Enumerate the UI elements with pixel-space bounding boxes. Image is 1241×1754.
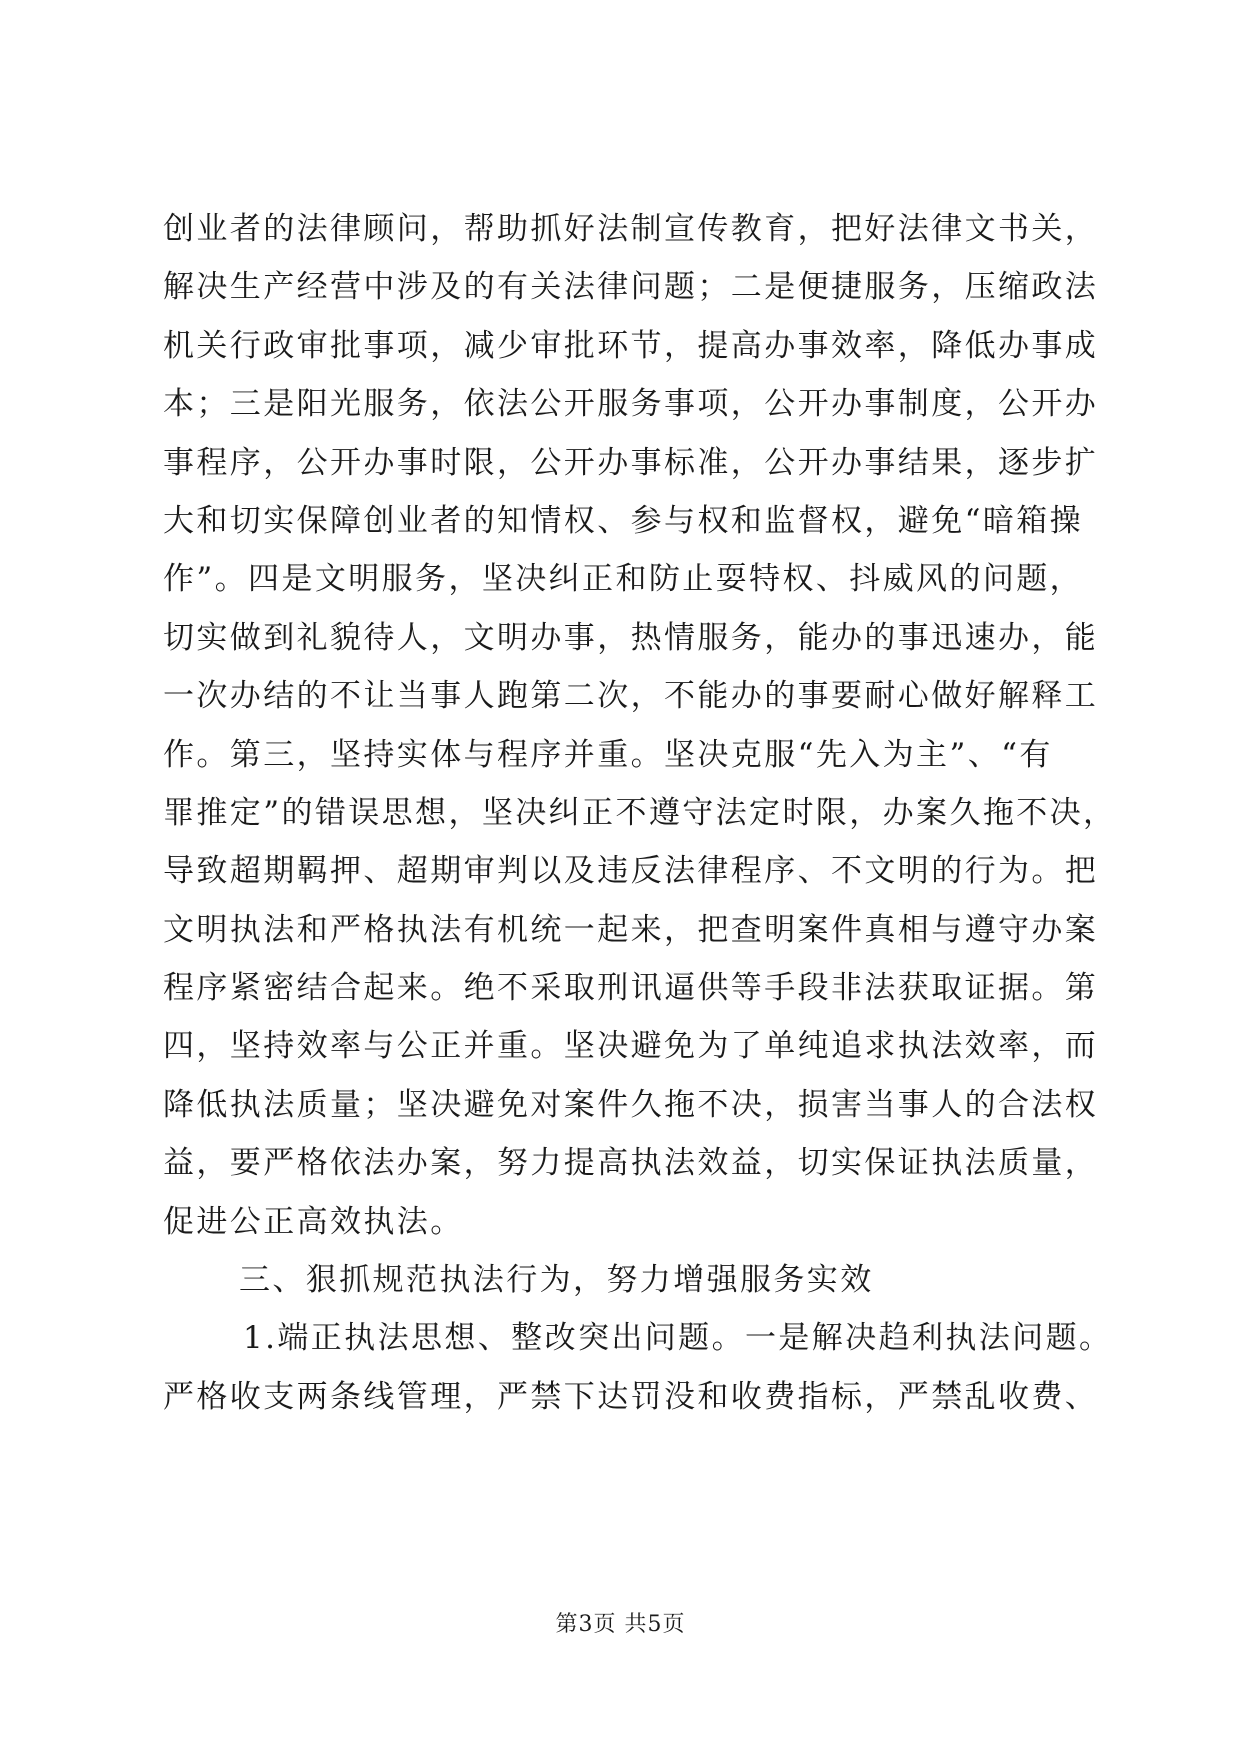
paragraph-line: 切实做到礼貌待人，文明办事，热情服务，能办的事迅速办，能 (163, 619, 1099, 656)
paragraph-line: 本；三是阳光服务，依法公开服务事项，公开办事制度，公开办 (163, 386, 1099, 423)
body-text (163, 200, 1117, 1426)
item-line: 严格收支两条线管理，严禁下达罚没和收费指标，严禁乱收费、 (163, 1378, 1099, 1415)
paragraph-line: 大和切实保障创业者的知情权、参与权和监督权，避免“暗箱操 (163, 502, 1084, 539)
paragraph-line: 罪推定”的错误思想，坚决纠正不遵守法定时限，办案久拖不决， (163, 794, 1117, 831)
paragraph-line: 导致超期羁押、超期审判以及违反法律程序、不文明的行为。把 (163, 853, 1099, 890)
paragraph-line: 作”。四是文明服务，坚决纠正和防止耍特权、抖威风的问题， (163, 561, 1084, 598)
paragraph-line: 文明执法和严格执法有机统一起来，把查明案件真相与遵守办案 (163, 911, 1099, 948)
paragraph-line: 一次办结的不让当事人跑第二次，不能办的事要耐心做好解释工 (163, 678, 1099, 715)
paragraph-line: 作。第三，坚持实体与程序并重。坚决克服“先入为主”、“有 (163, 736, 1053, 773)
paragraph-line: 机关行政审批事项，减少审批环节，提高办事效率，降低办事成 (163, 327, 1099, 364)
paragraph-line: 促进公正高效执法。 (163, 1203, 464, 1240)
paragraph-line: 事程序，公开办事时限，公开办事标准，公开办事结果，逐步扩 (163, 444, 1099, 481)
page-footer: 第3页 共5页 (555, 1612, 686, 1637)
section-heading: 三、狠抓规范执法行为，努力增强服务实效 (239, 1262, 874, 1299)
paragraph-line: 四，坚持效率与公正并重。坚决避免为了单纯追求执法效率，而 (163, 1028, 1099, 1065)
paragraph-line: 解决生产经营中涉及的有关法律问题；二是便捷服务，压缩政法 (163, 269, 1099, 306)
paragraph-line: 程序紧密结合起来。绝不采取刑讯逼供等手段非法获取证据。第 (163, 970, 1099, 1007)
paragraph-line: 降低执法质量；坚决避免对案件久拖不决，损害当事人的合法权 (163, 1086, 1099, 1123)
paragraph-line: 创业者的法律顾问，帮助抓好法制宣传教育，把好法律文书关， (163, 211, 1099, 247)
paragraph-line: 益，要严格依法办案，努力提高执法效益，切实保证执法质量， (163, 1145, 1099, 1182)
item-line: 1.端正执法思想、整改突出问题。一是解决趋利执法问题。 (243, 1320, 1113, 1357)
